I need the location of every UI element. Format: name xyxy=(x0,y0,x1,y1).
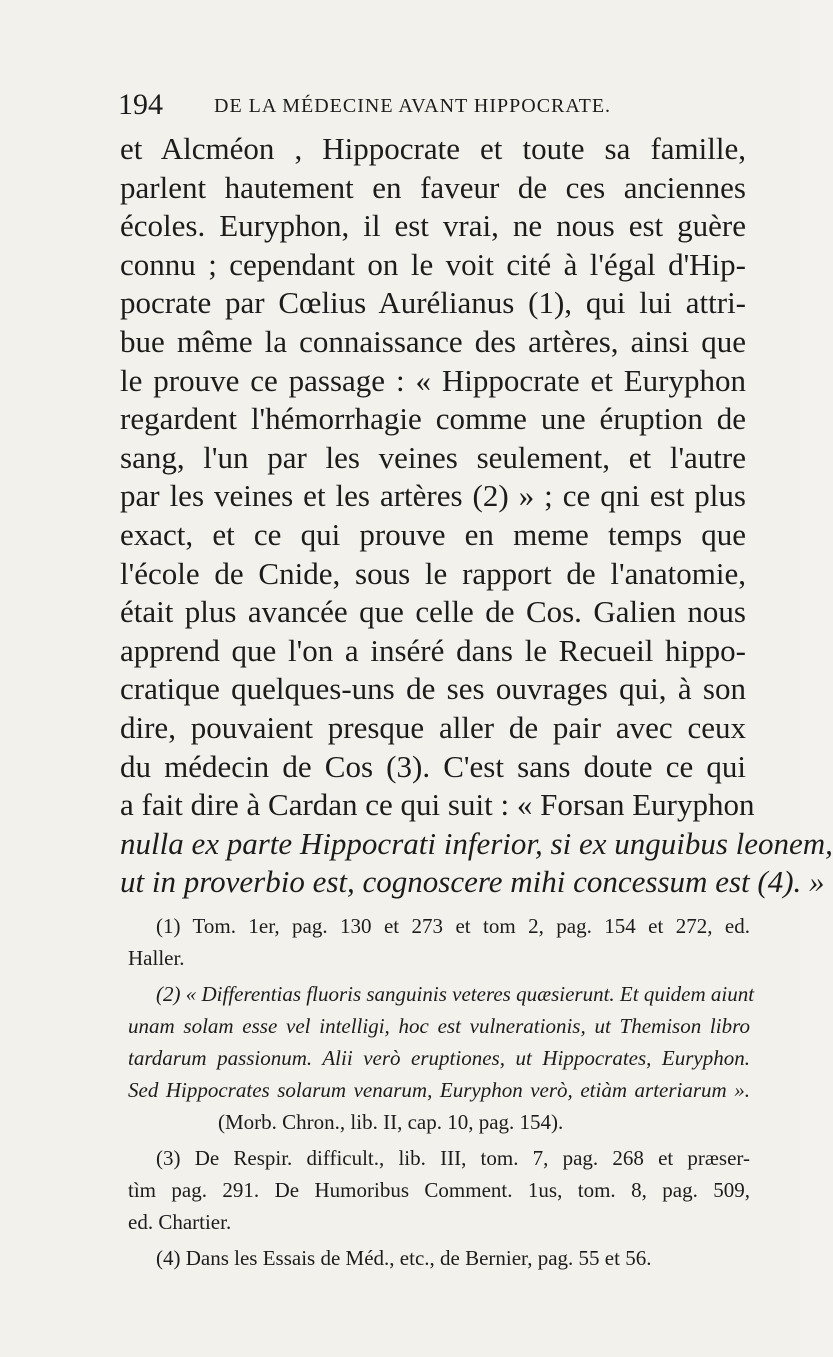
text-line: dire, pouvaient presque aller de pair avec ceux xyxy=(120,709,746,745)
text-line: du médecin de Cos (3). C'est sans doute ce qui xyxy=(120,748,746,784)
text-line: regardent l'hémorrhagie comme une éruption de xyxy=(120,401,746,437)
page-header xyxy=(118,88,678,122)
text-line: bue même la connaissance des artères, ainsi que xyxy=(120,323,746,359)
footnote-2 xyxy=(128,978,755,1138)
text-line: le prouve ce passage : « Hippocrate et Euryphon xyxy=(120,362,746,398)
text-line: pocrate par Cœlius Aurélianus (1), qui lui attri- xyxy=(120,285,746,321)
text-line: apprend que l'on a inséré dans le Recueil hippo- xyxy=(120,632,746,668)
footnote-1 xyxy=(128,910,750,974)
text-line-quote: nulla ex parte Hippocrati inferior, si ex unguibus leonem, xyxy=(120,825,833,861)
footnote-line: tardarum passionum. Alii verò eruptiones, ut Hippocrates, Euryphon. xyxy=(128,1046,750,1070)
footnote-line: (3) De Respir. difficult., lib. III, tom. 7, pag. 268 et præser- xyxy=(156,1146,750,1170)
footnote-line: Sed Hippocrates solarum venarum, Euryphon verò, etiàm arteriarum ». xyxy=(128,1078,750,1102)
footnote-line: ed. Chartier. xyxy=(128,1210,232,1234)
page-number: 194 xyxy=(118,88,163,121)
text-line: a fait dire à Cardan ce qui suit : « Forsan Euryphon xyxy=(120,787,755,823)
text-line: exact, et ce qui prouve en meme temps que xyxy=(120,516,746,552)
text-line: par les veines et les artères (2) » ; ce qni est plus xyxy=(120,478,746,514)
footnote-line: (2) « Differentias fluoris sanguinis veteres quæsierunt. Et quidem aiunt xyxy=(156,982,755,1006)
text-line: sang, l'un par les veines seulement, et l'autre xyxy=(120,439,746,475)
footnote-line: unam solam esse vel intelligi, hoc est vulnerationis, ut Themison libro xyxy=(128,1014,750,1038)
footnote-line: Haller. xyxy=(128,946,185,970)
text-line: écoles. Euryphon, il est vrai, ne nous est guère xyxy=(120,208,746,244)
footnote-line: (Morb. Chron., lib. II, cap. 10, pag. 154). xyxy=(218,1110,564,1134)
footnote-3 xyxy=(128,1142,750,1238)
footnotes xyxy=(128,910,755,1274)
footnote-4 xyxy=(128,1242,750,1274)
text-line: et Alcméon , Hippocrate et toute sa famille, xyxy=(120,131,746,166)
footnote-line: tìm pag. 291. De Humoribus Comment. 1us, tom. 8, pag. 509, xyxy=(128,1178,750,1202)
text-line-quote: ut in proverbio est, cognoscere mihi concessum est (4). » xyxy=(120,864,825,900)
main-text xyxy=(120,130,833,902)
running-head: DE LA MÉDECINE AVANT HIPPOCRATE. xyxy=(214,95,612,117)
text-line: cratique quelques-uns de ses ouvrages qui, à son xyxy=(120,671,746,707)
text-line: l'école de Cnide, sous le rapport de l'anatomie, xyxy=(120,555,746,591)
text-line: était plus avancée que celle de Cos. Galien nous xyxy=(120,594,746,630)
footnote-line: (1) Tom. 1er, pag. 130 et 273 et tom 2, pag. 154 et 272, ed. xyxy=(156,914,750,938)
text-line: parlent hautement en faveur de ces anciennes xyxy=(120,169,746,205)
text-line: connu ; cependant on le voit cité à l'égal d'Hip- xyxy=(120,246,746,282)
footnote-line: (4) Dans les Essais de Méd., etc., de Bernier, pag. 55 et 56. xyxy=(156,1246,652,1270)
